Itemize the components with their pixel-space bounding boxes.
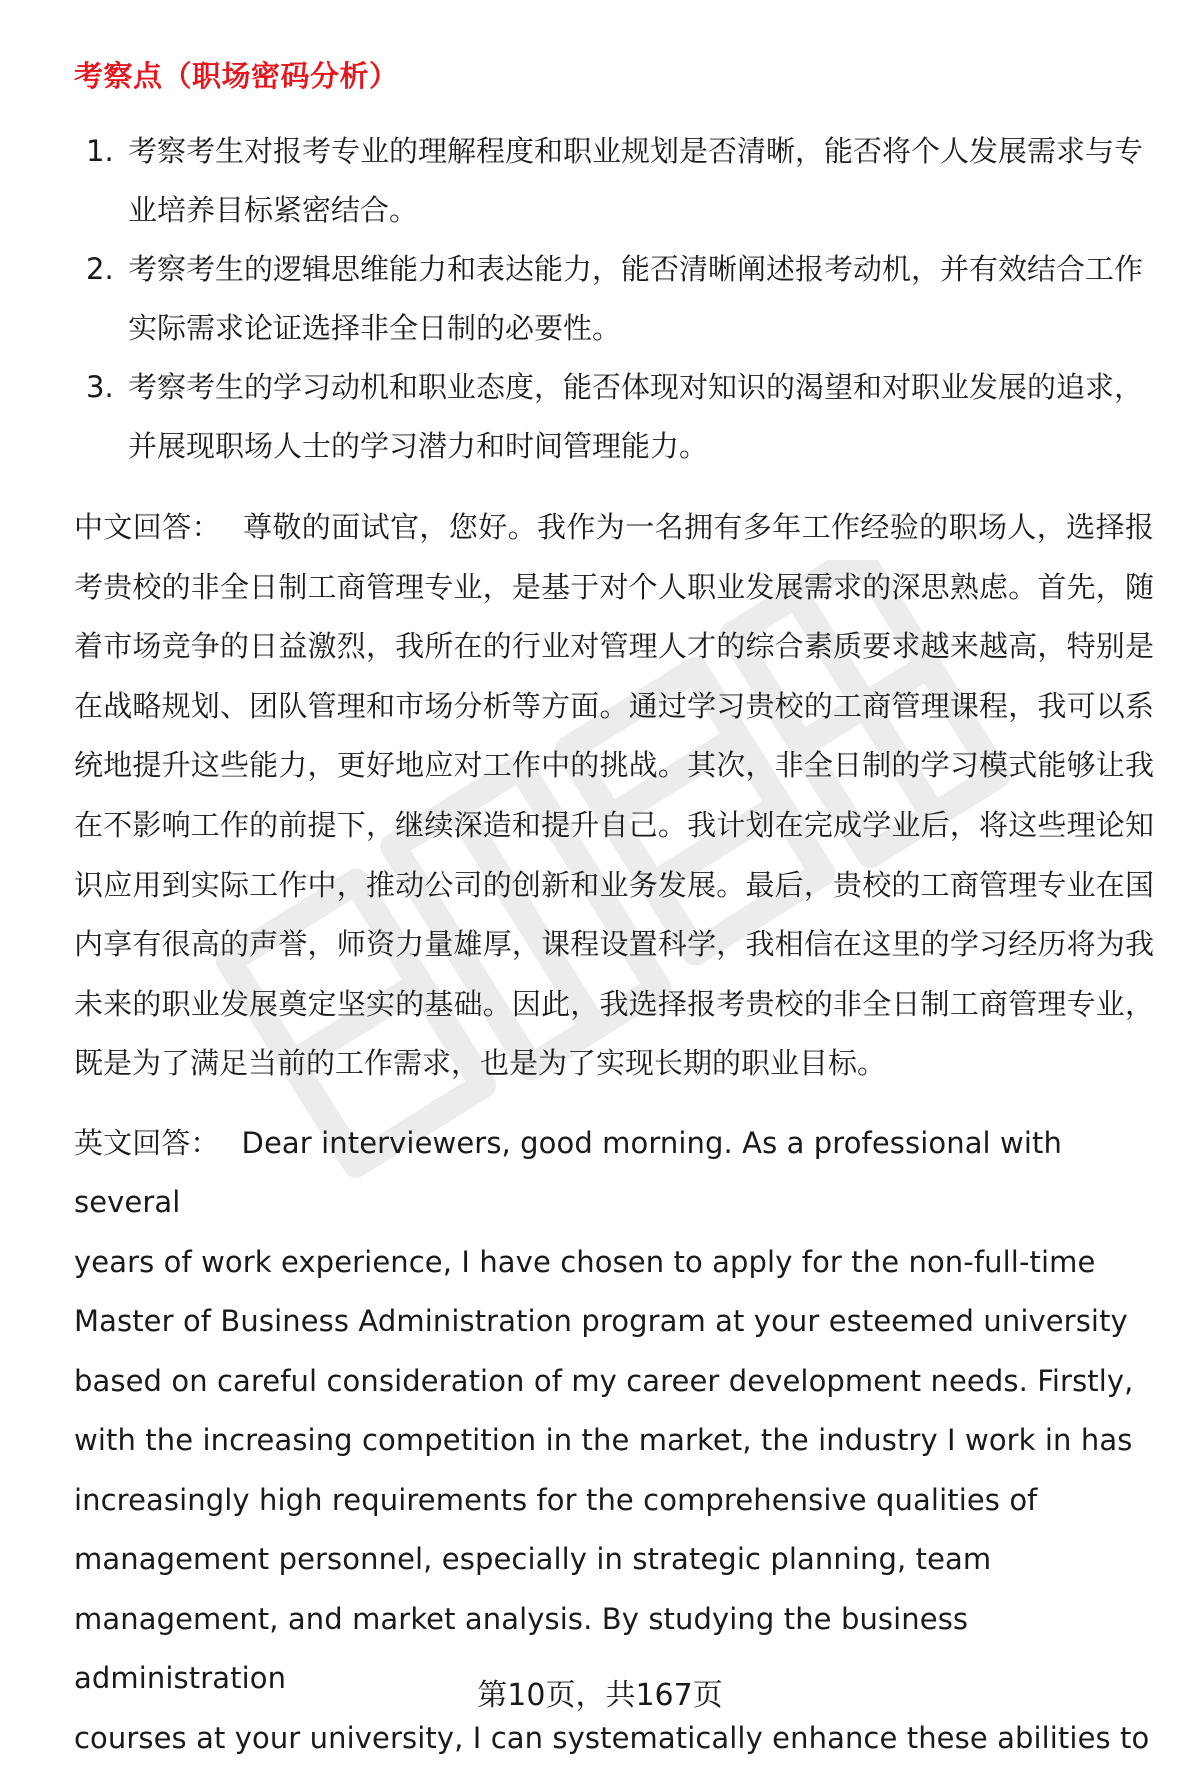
exam-point-number: 2. bbox=[86, 252, 114, 286]
exam-point-number: 1. bbox=[86, 134, 114, 168]
exam-point bbox=[74, 122, 1154, 240]
english-answer-line: courses at your university, I can systematically enhance these abilities to bbox=[74, 1720, 1150, 1755]
chinese-answer bbox=[74, 498, 1154, 1094]
page-content bbox=[74, 56, 1154, 1768]
exam-point-text: 考察考生的学习动机和职业态度，能否体现对知识的渴望和对职业发展的追求，并展现职场人士的学习潜力和时间管理能力。 bbox=[128, 370, 1144, 463]
english-answer bbox=[74, 1114, 1154, 1768]
page-number-footer: 第10页，共167页 bbox=[477, 1678, 723, 1713]
english-answer-line: 英文回答： Dear interviewers, good morning. As a professional with several bbox=[74, 1125, 1062, 1220]
exam-points-list bbox=[74, 122, 1154, 476]
exam-point bbox=[74, 358, 1154, 476]
chinese-answer-label: 中文回答： bbox=[74, 510, 221, 544]
english-answer-line: based on careful consideration of my career development needs. Firstly, bbox=[74, 1363, 1134, 1398]
section-title: 考察点（职场密码分析） bbox=[74, 59, 399, 93]
english-answer-label: 英文回答： bbox=[74, 1125, 220, 1160]
english-answer-line: management, and market analysis. By studying the business administration bbox=[74, 1601, 969, 1696]
english-answer-line: Master of Business Administration program at your esteemed university bbox=[74, 1304, 1128, 1339]
exam-point-text: 考察考生的逻辑思维能力和表达能力，能否清晰阐述报考动机，并有效结合工作实际需求论证选择非全日制的必要性。 bbox=[128, 252, 1144, 345]
exam-point bbox=[74, 240, 1154, 358]
english-answer-line: years of work experience, I have chosen to apply for the non-full-time bbox=[74, 1244, 1096, 1279]
english-answer-line: increasingly high requirements for the comprehensive qualities of bbox=[74, 1482, 1038, 1517]
english-answer-line: with the increasing competition in the market, the industry I work in has bbox=[74, 1423, 1133, 1458]
english-answer-line: management personnel, especially in strategic planning, team bbox=[74, 1542, 992, 1577]
exam-point-number: 3. bbox=[86, 370, 114, 404]
chinese-answer-text: 尊敬的面试官，您好。我作为一名拥有多年工作经验的职场人，选择报考贵校的非全日制工商管理专业，是基于对个人职业发展需求的深思熟虑。首先，随着市场竞争的日益激烈，我所在的行业对管理人才的综合素质要求越来越高，特别是在战略规划、团队管理和市场分析等方面。通过学习贵校的工商管理课程，我可以系统地提升这些能力，更好地应对工作中的挑战。其次，非全日制的学习模式能够让我在不影响工作的前提下，继续深造和提升自己。我计划在完成学业后，将这些理论知识应用到实际工作中，推动公司的创新和业务发展。最后，贵校的工商管理专业在国内享有很高的声誉，师资力量雄厚，课程设置科学，我相信在这里的学习经历将为我未来的职业发展奠定坚实的基础。因此，我选择报考贵校的非全日制工商管理专业，既是为了满足当前的工作需求，也是为了实现长期的职业目标。 bbox=[74, 510, 1154, 1081]
exam-point-text: 考察考生对报考专业的理解程度和职业规划是否清晰，能否将个人发展需求与专业培养目标紧密结合。 bbox=[128, 134, 1144, 227]
